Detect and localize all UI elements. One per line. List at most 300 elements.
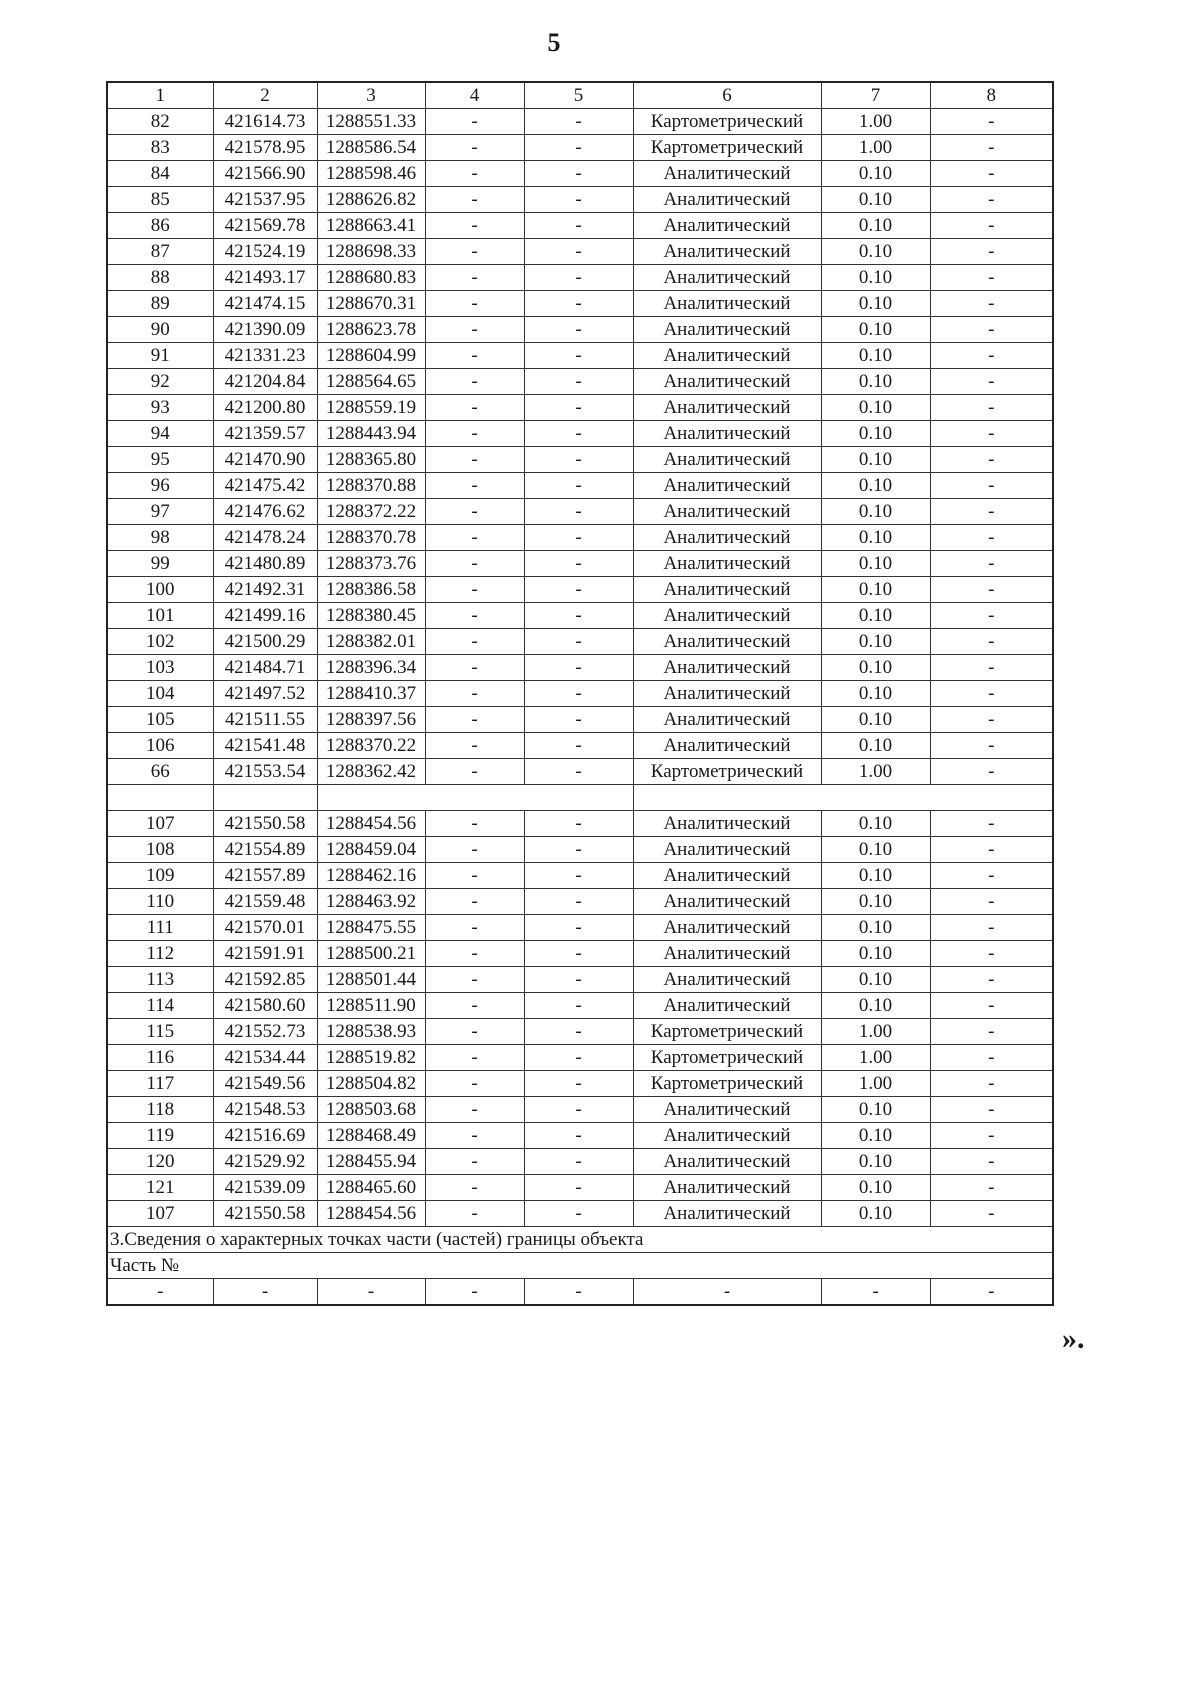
table-cell-col-2: 421200.80 (213, 395, 317, 421)
table-cell-col-5: - (524, 291, 633, 317)
table-row (107, 1201, 1053, 1227)
table-cell-col-4: - (425, 837, 524, 863)
table-cell-col-8: - (930, 941, 1053, 967)
table-cell-col-4: - (425, 395, 524, 421)
table-cell-col-7: 0.10 (821, 291, 930, 317)
table-cell-col-6: Картометрический (633, 1045, 821, 1071)
table-row (107, 187, 1053, 213)
table-cell-col-4: - (425, 499, 524, 525)
table-cell-col-1: 116 (107, 1045, 213, 1071)
table-cell-col-3: 1288519.82 (317, 1045, 425, 1071)
table-cell-col-2: 421537.95 (213, 187, 317, 213)
table-cell-col-8: - (930, 421, 1053, 447)
table-cell-col-3: 1288663.41 (317, 213, 425, 239)
table-cell-col-6: Картометрический (633, 109, 821, 135)
table-cell-col-4: - (425, 577, 524, 603)
table-cell-col-7: 0.10 (821, 343, 930, 369)
table-cell-col-5: - (524, 213, 633, 239)
table-cell-col-8: - (930, 369, 1053, 395)
table-cell-col-2: 421474.15 (213, 291, 317, 317)
table-cell-col-6: Аналитический (633, 733, 821, 759)
table-cell-col-7: 0.10 (821, 473, 930, 499)
table-cell-col-6: Аналитический (633, 1175, 821, 1201)
table-cell-col-3: 1288459.04 (317, 837, 425, 863)
table-cell-col-4: - (425, 265, 524, 291)
table-cell-col-1: 118 (107, 1097, 213, 1123)
table-cell-col-7: 0.10 (821, 603, 930, 629)
table-cell-col-4: - (425, 161, 524, 187)
table-cell-col-1: 114 (107, 993, 213, 1019)
table-row (107, 421, 1053, 447)
header-cell-7: 7 (821, 82, 930, 109)
table-cell-col-8: - (930, 1097, 1053, 1123)
table-cell-col-5: - (524, 603, 633, 629)
table-cell-col-5: - (524, 1175, 633, 1201)
table-cell-col-3: 1288463.92 (317, 889, 425, 915)
table-cell-col-6: Аналитический (633, 447, 821, 473)
table-cell-col-7: 0.10 (821, 525, 930, 551)
table-cell-col-1: 120 (107, 1149, 213, 1175)
table-cell-col-3: 1288698.33 (317, 239, 425, 265)
table-row (107, 603, 1053, 629)
table-cell-col-7: 0.10 (821, 551, 930, 577)
table-cell-col-4: - (425, 941, 524, 967)
table-cell-col-1: 87 (107, 239, 213, 265)
table-cell-col-1: 98 (107, 525, 213, 551)
table-cell-col-6: Картометрический (633, 1019, 821, 1045)
header-cell-1: 1 (107, 82, 213, 109)
table-cell-col-3: 1288680.83 (317, 265, 425, 291)
table-cell-col-7: 0.10 (821, 655, 930, 681)
table-cell-col-7: 0.10 (821, 499, 930, 525)
table-cell-col-6: Аналитический (633, 915, 821, 941)
table-cell-col-5: - (524, 1071, 633, 1097)
table-cell-col-4: - (425, 707, 524, 733)
table-cell-col-6: Аналитический (633, 161, 821, 187)
table-cell-col-2: 421614.73 (213, 109, 317, 135)
table-cell-col-3: 1288372.22 (317, 499, 425, 525)
table-cell-col-4: - (425, 1071, 524, 1097)
table-cell-col-2: 421554.89 (213, 837, 317, 863)
table-cell-col-3: 1288626.82 (317, 187, 425, 213)
part-label: Часть № (107, 1253, 1053, 1279)
table-cell-col-8: - (930, 265, 1053, 291)
table-cell-col-2: 421566.90 (213, 161, 317, 187)
header-cell-5: 5 (524, 82, 633, 109)
table-cell-col-1: 88 (107, 265, 213, 291)
table-cell-col-2: 421497.52 (213, 681, 317, 707)
table-cell-col-4: - (425, 525, 524, 551)
table-cell-col-8: - (930, 603, 1053, 629)
table-cell-col-1: 82 (107, 109, 213, 135)
table-cell-col-2: 421516.69 (213, 1123, 317, 1149)
table-cell-col-2: 421204.84 (213, 369, 317, 395)
table-cell-col-5: - (524, 655, 633, 681)
table-row (107, 655, 1053, 681)
table-cell-col-7: 0.10 (821, 1201, 930, 1227)
table-cell-col-2: 421548.53 (213, 1097, 317, 1123)
table-cell-col-3: 1288468.49 (317, 1123, 425, 1149)
table-cell-col-5: - (524, 733, 633, 759)
table-row (107, 1097, 1053, 1123)
table-cell-col-2: 421570.01 (213, 915, 317, 941)
table-cell-col-5: - (524, 915, 633, 941)
table-cell-col-5: - (524, 1149, 633, 1175)
table-cell-col-7: 0.10 (821, 915, 930, 941)
table-row (107, 1175, 1053, 1201)
table-cell-col-1: 92 (107, 369, 213, 395)
table-cell-col-7: 0.10 (821, 187, 930, 213)
table-cell-col-4: - (425, 473, 524, 499)
table-row (107, 993, 1053, 1019)
table-cell-col-1: 112 (107, 941, 213, 967)
table-cell-col-2: 421549.56 (213, 1071, 317, 1097)
table-cell-col-8: - (930, 577, 1053, 603)
table-cell-col-6: Аналитический (633, 967, 821, 993)
table-cell-col-7: 0.10 (821, 395, 930, 421)
table-cell-col-6: Аналитический (633, 1097, 821, 1123)
table-cell-col-8: - (930, 681, 1053, 707)
table-cell-col-8: - (930, 629, 1053, 655)
page-number: 5 (547, 28, 561, 57)
table-cell-col-6: Аналитический (633, 239, 821, 265)
table-cell-col-6: Аналитический (633, 551, 821, 577)
table-cell-col-2: 421511.55 (213, 707, 317, 733)
table-cell-col-5: - (524, 629, 633, 655)
table-cell-col-5: - (524, 161, 633, 187)
table-cell-col-7: 0.10 (821, 213, 930, 239)
table-cell-col-6: Аналитический (633, 473, 821, 499)
table-row (107, 317, 1053, 343)
table-cell-col-3: 1288564.65 (317, 369, 425, 395)
table-cell-col-5: - (524, 135, 633, 161)
last-row-cell-3: - (317, 1279, 425, 1306)
table-cell-col-6: Аналитический (633, 603, 821, 629)
table-cell-col-7: 0.10 (821, 577, 930, 603)
table-row (107, 707, 1053, 733)
table-cell-col-1: 121 (107, 1175, 213, 1201)
table-row (107, 681, 1053, 707)
table-cell-col-7: 1.00 (821, 1071, 930, 1097)
table-row (107, 733, 1053, 759)
table-cell-col-6: Аналитический (633, 213, 821, 239)
table-cell-col-2: 421541.48 (213, 733, 317, 759)
header-cell-3: 3 (317, 82, 425, 109)
table-cell-col-2: 421534.44 (213, 1045, 317, 1071)
table-cell-col-2: 421553.54 (213, 759, 317, 785)
table-cell-col-2: 421500.29 (213, 629, 317, 655)
table-cell-col-7: 0.10 (821, 707, 930, 733)
table-cell-col-8: - (930, 1071, 1053, 1097)
table-cell-col-2: 421331.23 (213, 343, 317, 369)
table-row (107, 525, 1053, 551)
table-cell-col-8: - (930, 161, 1053, 187)
header-cell-6: 6 (633, 82, 821, 109)
table-cell-col-7: 0.10 (821, 811, 930, 837)
table-row (107, 863, 1053, 889)
table-cell-col-3: 1288551.33 (317, 109, 425, 135)
table-cell-col-5: - (524, 967, 633, 993)
table-cell-col-3: 1288670.31 (317, 291, 425, 317)
table-cell-col-7: 0.10 (821, 421, 930, 447)
table-cell-col-8: - (930, 291, 1053, 317)
table-cell-col-1: 103 (107, 655, 213, 681)
table-cell-col-2: 421580.60 (213, 993, 317, 1019)
table-row (107, 239, 1053, 265)
table-cell-col-6: Картометрический (633, 135, 821, 161)
table-cell-col-5: - (524, 551, 633, 577)
table-cell-col-5: - (524, 707, 633, 733)
table-cell-col-7: 1.00 (821, 135, 930, 161)
table-cell-col-1: 107 (107, 811, 213, 837)
table-cell-col-2: 421539.09 (213, 1175, 317, 1201)
table-body-part-1 (107, 109, 1053, 785)
table-cell-col-3: 1288538.93 (317, 1019, 425, 1045)
table-cell-col-6: Аналитический (633, 577, 821, 603)
last-row-cell-2: - (213, 1279, 317, 1306)
table-cell-col-8: - (930, 447, 1053, 473)
table-cell-col-2: 421484.71 (213, 655, 317, 681)
table-cell-col-7: 0.10 (821, 1097, 930, 1123)
table-row (107, 109, 1053, 135)
table-cell-col-8: - (930, 317, 1053, 343)
table-cell-col-4: - (425, 447, 524, 473)
table-cell-col-4: - (425, 421, 524, 447)
table-cell-col-4: - (425, 239, 524, 265)
table-cell-col-1: 107 (107, 1201, 213, 1227)
table-cell-col-1: 94 (107, 421, 213, 447)
table-cell-col-2: 421390.09 (213, 317, 317, 343)
table-cell-col-7: 0.10 (821, 447, 930, 473)
table-cell-col-1: 101 (107, 603, 213, 629)
table-cell-col-8: - (930, 993, 1053, 1019)
table-cell-col-6: Аналитический (633, 889, 821, 915)
table-cell-col-6: Аналитический (633, 187, 821, 213)
table-cell-col-2: 421557.89 (213, 863, 317, 889)
table-cell-col-8: - (930, 343, 1053, 369)
table-cell-col-5: - (524, 993, 633, 1019)
last-row-cell-6: - (633, 1279, 821, 1306)
table-cell-col-6: Аналитический (633, 707, 821, 733)
table-cell-col-4: - (425, 655, 524, 681)
table-cell-col-7: 0.10 (821, 1123, 930, 1149)
table-cell-col-3: 1288443.94 (317, 421, 425, 447)
table-cell-col-3: 1288362.42 (317, 759, 425, 785)
table-cell-col-6: Аналитический (633, 863, 821, 889)
table-cell-col-2: 421493.17 (213, 265, 317, 291)
table-cell-col-8: - (930, 759, 1053, 785)
table-cell-col-4: - (425, 1097, 524, 1123)
table-cell-col-2: 421476.62 (213, 499, 317, 525)
table-cell-col-6: Аналитический (633, 681, 821, 707)
table-cell-col-3: 1288511.90 (317, 993, 425, 1019)
table-cell-col-3: 1288373.76 (317, 551, 425, 577)
table-cell-col-4: - (425, 1201, 524, 1227)
table-cell-col-8: - (930, 1175, 1053, 1201)
table-cell-col-8: - (930, 889, 1053, 915)
section-title: 3.Сведения о характерных точках части (частей) границы объекта (107, 1227, 1053, 1253)
table-cell-col-7: 1.00 (821, 1019, 930, 1045)
table-cell-col-2: 421499.16 (213, 603, 317, 629)
table-cell-col-1: 66 (107, 759, 213, 785)
table-cell-col-5: - (524, 863, 633, 889)
table-cell-col-1: 110 (107, 889, 213, 915)
table-cell-col-2: 421475.42 (213, 473, 317, 499)
table-cell-col-8: - (930, 395, 1053, 421)
table-row (107, 759, 1053, 785)
table-cell-col-6: Аналитический (633, 629, 821, 655)
table-cell-col-5: - (524, 421, 633, 447)
table-cell-col-7: 0.10 (821, 629, 930, 655)
table-cell-col-6: Аналитический (633, 499, 821, 525)
table-cell-col-5: - (524, 1201, 633, 1227)
header-row (107, 82, 1053, 109)
table-row (107, 915, 1053, 941)
table-cell-col-5: - (524, 1123, 633, 1149)
table-cell-col-4: - (425, 187, 524, 213)
table-cell-col-2: 421359.57 (213, 421, 317, 447)
table-cell-col-3: 1288397.56 (317, 707, 425, 733)
table-cell-col-1: 91 (107, 343, 213, 369)
table-cell-col-3: 1288500.21 (317, 941, 425, 967)
header-cell-8: 8 (930, 82, 1053, 109)
table-row (107, 447, 1053, 473)
table-cell-col-5: - (524, 889, 633, 915)
table-cell-col-7: 0.10 (821, 993, 930, 1019)
table-cell-col-8: - (930, 1123, 1053, 1149)
table-cell-col-3: 1288365.80 (317, 447, 425, 473)
table-cell-col-3: 1288370.88 (317, 473, 425, 499)
table-cell-col-8: - (930, 915, 1053, 941)
table-cell-col-3: 1288503.68 (317, 1097, 425, 1123)
last-row-cell-1: - (107, 1279, 213, 1306)
table-row (107, 941, 1053, 967)
table-cell-col-3: 1288623.78 (317, 317, 425, 343)
table-row (107, 499, 1053, 525)
table-cell-col-2: 421550.58 (213, 1201, 317, 1227)
table-cell-col-4: - (425, 551, 524, 577)
table-cell-col-8: - (930, 967, 1053, 993)
closing-quote-mark: ». (1062, 1322, 1085, 1355)
table-cell-col-1: 109 (107, 863, 213, 889)
table-cell-col-2: 421480.89 (213, 551, 317, 577)
table-cell-col-2: 421524.19 (213, 239, 317, 265)
table-cell-col-8: - (930, 1201, 1053, 1227)
table-row (107, 1019, 1053, 1045)
table-cell-col-4: - (425, 863, 524, 889)
table-row (107, 1149, 1053, 1175)
table-cell-col-7: 0.10 (821, 681, 930, 707)
table-cell-col-8: - (930, 837, 1053, 863)
table-cell-col-4: - (425, 109, 524, 135)
table-header (107, 82, 1053, 109)
table-cell-col-4: - (425, 915, 524, 941)
table-cell-col-3: 1288586.54 (317, 135, 425, 161)
table-cell-col-8: - (930, 499, 1053, 525)
table-body-part-2 (107, 811, 1053, 1227)
table-cell-col-1: 111 (107, 915, 213, 941)
table-cell-col-1: 100 (107, 577, 213, 603)
table-row (107, 1123, 1053, 1149)
table-row (107, 213, 1053, 239)
table-cell-col-4: - (425, 629, 524, 655)
table-cell-col-3: 1288386.58 (317, 577, 425, 603)
table-cell-col-2: 421550.58 (213, 811, 317, 837)
table-cell-col-7: 0.10 (821, 239, 930, 265)
table-cell-col-1: 106 (107, 733, 213, 759)
last-row (107, 1279, 1053, 1306)
table-row (107, 577, 1053, 603)
table-cell-col-3: 1288475.55 (317, 915, 425, 941)
table-cell-col-7: 0.10 (821, 161, 930, 187)
table-cell-col-3: 1288455.94 (317, 1149, 425, 1175)
table-cell-col-7: 0.10 (821, 941, 930, 967)
table-cell-col-2: 421559.48 (213, 889, 317, 915)
table-cell-col-4: - (425, 603, 524, 629)
table-cell-col-8: - (930, 1045, 1053, 1071)
table-cell-col-3: 1288598.46 (317, 161, 425, 187)
table-cell-col-7: 0.10 (821, 369, 930, 395)
table-cell-col-4: - (425, 681, 524, 707)
table-cell-col-1: 115 (107, 1019, 213, 1045)
table-cell-col-5: - (524, 343, 633, 369)
table-row (107, 161, 1053, 187)
table-cell-col-5: - (524, 109, 633, 135)
table-cell-col-4: - (425, 1045, 524, 1071)
table-cell-col-4: - (425, 1123, 524, 1149)
table-cell-col-4: - (425, 343, 524, 369)
table-cell-col-1: 99 (107, 551, 213, 577)
table-cell-col-6: Аналитический (633, 1201, 821, 1227)
table-cell-col-2: 421569.78 (213, 213, 317, 239)
table-cell-col-3: 1288380.45 (317, 603, 425, 629)
table-cell-col-7: 0.10 (821, 317, 930, 343)
table-cell-col-6: Картометрический (633, 1071, 821, 1097)
table-cell-col-1: 89 (107, 291, 213, 317)
table-cell-col-8: - (930, 109, 1053, 135)
table-cell-col-1: 83 (107, 135, 213, 161)
part-label-row (107, 1253, 1053, 1279)
table-cell-col-5: - (524, 525, 633, 551)
table-cell-col-8: - (930, 707, 1053, 733)
table-cell-col-7: 0.10 (821, 837, 930, 863)
blank-cell (107, 785, 213, 811)
table-cell-col-6: Аналитический (633, 525, 821, 551)
table-cell-col-1: 105 (107, 707, 213, 733)
table-cell-col-6: Аналитический (633, 317, 821, 343)
coordinates-table (106, 81, 1054, 1306)
table-row (107, 265, 1053, 291)
table-row (107, 811, 1053, 837)
table-cell-col-2: 421529.92 (213, 1149, 317, 1175)
table-cell-col-3: 1288410.37 (317, 681, 425, 707)
table-cell-col-6: Аналитический (633, 343, 821, 369)
table-cell-col-2: 421552.73 (213, 1019, 317, 1045)
table-cell-col-5: - (524, 1045, 633, 1071)
last-row-cell-8: - (930, 1279, 1053, 1306)
table-row (107, 837, 1053, 863)
table-cell-col-5: - (524, 265, 633, 291)
table-cell-col-2: 421478.24 (213, 525, 317, 551)
last-row-cell-7: - (821, 1279, 930, 1306)
blank-cell (633, 785, 1053, 811)
table-row (107, 1045, 1053, 1071)
table-cell-col-7: 0.10 (821, 863, 930, 889)
table-cell-col-5: - (524, 759, 633, 785)
table-cell-col-3: 1288454.56 (317, 1201, 425, 1227)
table-cell-col-8: - (930, 551, 1053, 577)
table-cell-col-5: - (524, 447, 633, 473)
